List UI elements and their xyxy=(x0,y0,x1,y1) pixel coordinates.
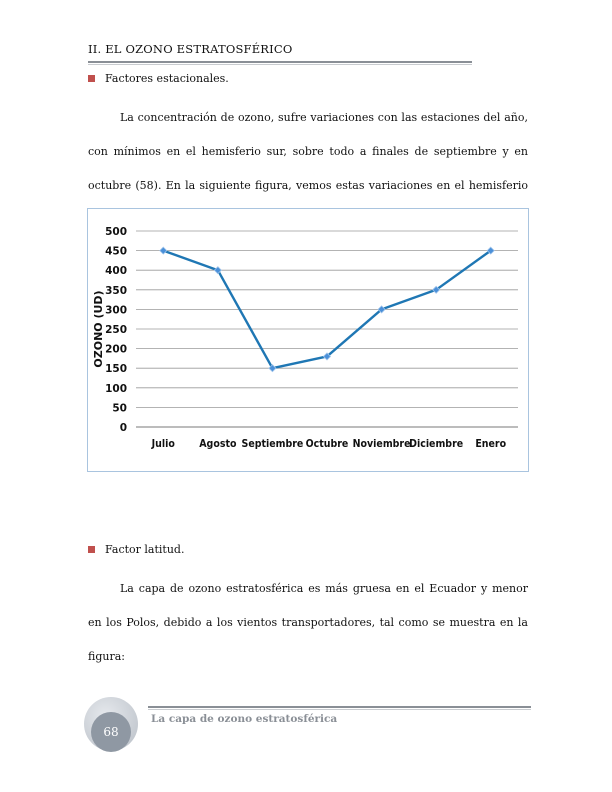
y-tick-label: 300 xyxy=(105,304,127,317)
y-tick-label: 400 xyxy=(105,265,127,278)
x-tick-label: Agosto xyxy=(199,438,237,450)
bullet-seasonal-factors xyxy=(88,72,229,85)
bullet-label: Factores estacionales. xyxy=(105,72,229,85)
bullet-label: Factor latitud. xyxy=(105,543,185,556)
page-number: 68 xyxy=(103,725,119,739)
footer-divider-light xyxy=(148,709,531,710)
y-tick-label: 100 xyxy=(105,382,127,395)
y-tick-label: 200 xyxy=(105,343,127,356)
x-tick-label: Octubre xyxy=(305,438,349,450)
y-axis-label: OZONO (UD) xyxy=(92,290,105,368)
paragraph-text: La concentración de ozono, sufre variaciones con las estaciones del año, con mínimos en el hemisferio sur, sobre todo a finales de septiembre y en octubre (58). En la siguiente figura, vemos estas variaciones en el hemisferio xyxy=(88,111,528,192)
y-tick-label: 0 xyxy=(119,422,127,434)
x-tick-label: Noviembre xyxy=(352,438,411,450)
paragraph-latitude xyxy=(88,572,528,674)
footer-divider xyxy=(148,706,531,708)
y-tick-label: 500 xyxy=(105,226,127,238)
bullet-square-icon xyxy=(88,75,95,82)
y-tick-label: 50 xyxy=(112,402,127,415)
header-divider-light xyxy=(88,64,472,65)
page-header-title: II. EL OZONO ESTRATOSFÉRICO xyxy=(88,42,293,56)
ozone-chart xyxy=(87,208,529,472)
x-tick-label: Julio xyxy=(151,438,175,450)
x-tick-label: Diciembre xyxy=(409,438,464,450)
x-tick-label: Enero xyxy=(475,438,507,450)
footer-title: La capa de ozono estratosférica xyxy=(151,713,338,725)
ozone-chart-svg xyxy=(88,209,528,471)
data-point xyxy=(160,247,167,254)
y-tick-label: 350 xyxy=(105,284,127,297)
x-tick-label: Septiembre xyxy=(241,438,304,450)
header-divider xyxy=(88,61,472,63)
bullet-latitude-factor xyxy=(88,543,184,556)
y-tick-label: 150 xyxy=(105,363,127,376)
bullet-square-icon xyxy=(88,546,95,553)
paragraph-text: La capa de ozono estratosférica es más gruesa en el Ecuador y menor en los Polos, debido a los vientos transportadores, tal como se muestra en la figura: xyxy=(88,582,528,663)
y-tick-label: 250 xyxy=(105,324,127,336)
y-tick-label: 450 xyxy=(105,245,127,258)
